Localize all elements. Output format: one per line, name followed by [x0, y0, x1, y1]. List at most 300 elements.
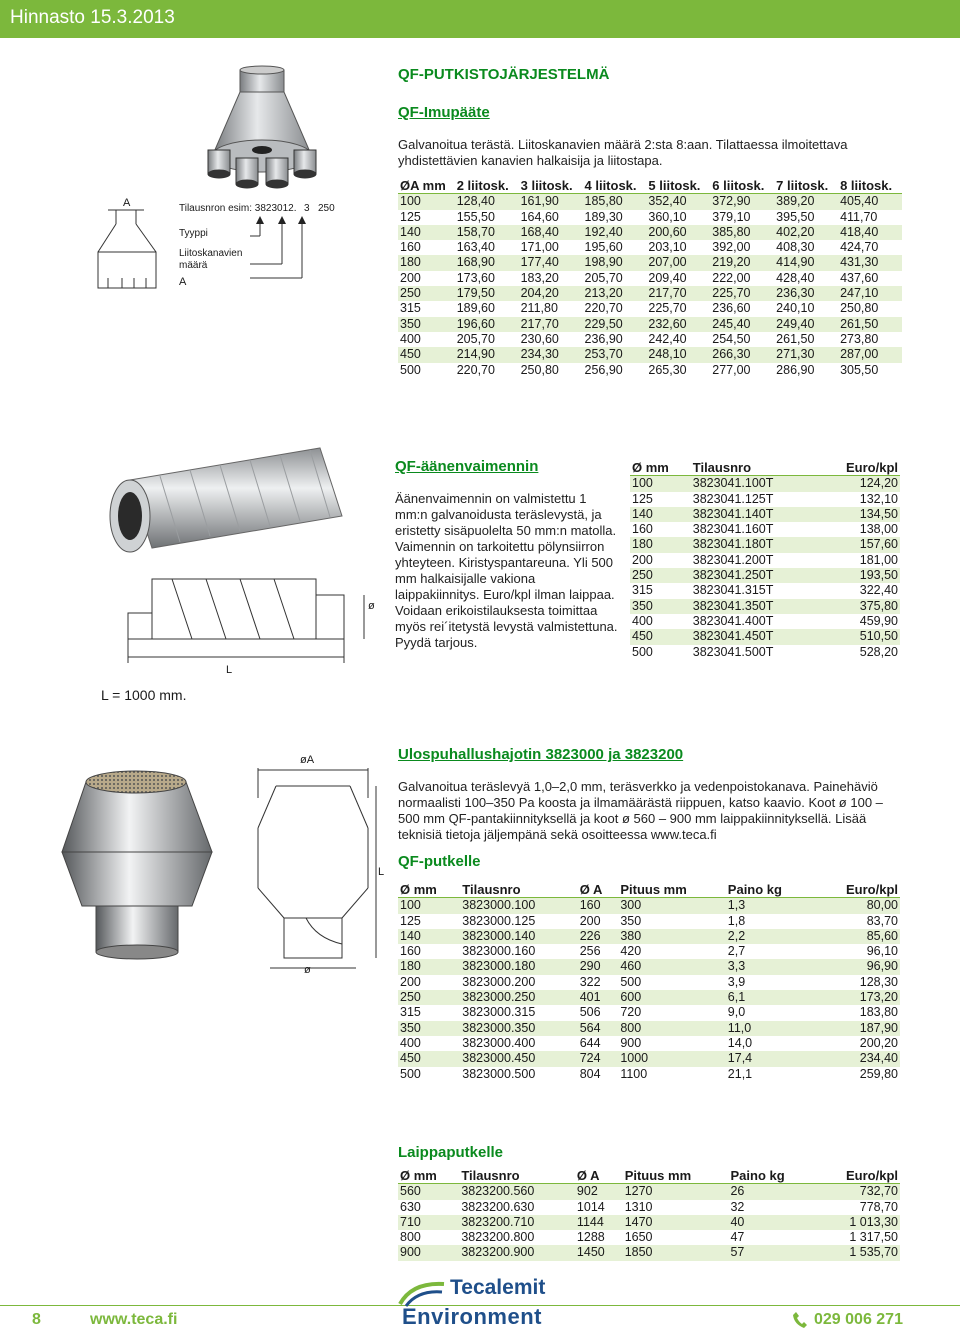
table-cell: 249,40 — [774, 317, 838, 332]
table-cell: 219,20 — [710, 255, 774, 270]
table-cell: 6,1 — [726, 990, 815, 1005]
table-cell: 85,60 — [815, 929, 900, 944]
table-cell: 3823000.140 — [460, 929, 577, 944]
section-heading: QF-PUTKISTOJÄRJESTELMÄ — [398, 66, 610, 83]
table-cell: 290 — [578, 959, 619, 974]
table-cell: 207,00 — [646, 255, 710, 270]
table-cell: 315 — [400, 301, 421, 316]
hajotin-description: Galvanoitua teräslevyä 1,0–2,0 mm, teräsverkko ja vedenpoistokanava. Painehäviö normaalisti 100–350 Pa koosta ja ilmamäärästä riippuen, katso kaavio. Koot ø 100 – 500 mm QF-pantakiinnityksellä ja koot ø 560 – 900 mm laippakiinnityksellä. Lisää teknisiä tietoja jäljempänä sekä osoitteessa www.teca.fi — [398, 779, 883, 842]
header-bar — [0, 0, 960, 38]
table-cell: 250 — [398, 286, 455, 301]
table-cell: 124,20 — [817, 476, 900, 492]
table-cell: 214,90 — [455, 347, 519, 362]
table-cell: 181,00 — [859, 552, 898, 567]
table-cell: 125 — [632, 491, 653, 506]
order-example-digit: 3 — [304, 203, 310, 214]
table-cell: 350 — [620, 913, 642, 928]
table-row — [630, 522, 900, 537]
table-cell: 710 — [398, 1215, 459, 1230]
table-cell: 57 — [728, 1245, 815, 1260]
table-row — [630, 599, 900, 614]
table-cell: 800 — [400, 1230, 421, 1245]
table-cell: 277,00 — [712, 362, 751, 377]
table-cell: 420 — [620, 944, 642, 959]
table-cell: 305,50 — [840, 362, 879, 377]
dim-label-a-bottom: A — [179, 276, 187, 288]
table-cell: 800 — [618, 1021, 725, 1036]
table-cell: 180 — [398, 959, 460, 974]
table-cell: 196,60 — [455, 317, 519, 332]
table-cell: 242,40 — [648, 331, 687, 346]
table-cell: 253,70 — [583, 347, 647, 362]
table-cell: 3823000.125 — [462, 913, 536, 928]
table-cell: 2,7 — [727, 944, 746, 959]
table-cell: 80,00 — [815, 898, 900, 914]
silencer-price-table — [630, 460, 900, 660]
table-row — [398, 1245, 900, 1260]
table-cell: 3823041.125T — [692, 491, 774, 506]
table-cell: 1 013,30 — [816, 1215, 900, 1230]
table-cell: 250 — [630, 568, 691, 583]
table-cell: 401 — [578, 990, 619, 1005]
table-cell: 400 — [632, 613, 653, 628]
table-cell: 3823000.450 — [460, 1051, 577, 1066]
silencer-dim-d: ø — [368, 600, 375, 612]
table-cell: 395,50 — [776, 209, 815, 224]
table-cell: 11,0 — [726, 1021, 815, 1036]
table-row — [398, 929, 900, 944]
table-cell: 3823000.200 — [462, 974, 536, 989]
column-header: Ø A — [575, 1168, 623, 1184]
table-cell: 315 — [400, 1005, 421, 1020]
table-row — [398, 990, 900, 1005]
table-row — [630, 537, 900, 552]
table-header-row — [630, 460, 900, 476]
table-cell: 261,50 — [776, 331, 815, 346]
table-cell: 240,10 — [776, 301, 815, 316]
table-row — [398, 1067, 900, 1082]
table-cell: 564 — [578, 1021, 619, 1036]
table-row — [398, 1200, 900, 1215]
table-cell: 3823041.200T — [692, 552, 774, 567]
hajotin-product-image — [60, 762, 220, 962]
table-cell: 100 — [630, 476, 691, 492]
column-header: 3 liitosk. — [519, 178, 583, 194]
table-cell: 173,60 — [456, 270, 495, 285]
table-cell: 248,10 — [646, 347, 710, 362]
table-cell: 200 — [400, 270, 421, 285]
table-cell: 198,90 — [583, 255, 647, 270]
table-cell: 185,80 — [583, 194, 647, 210]
imupaate-price-table — [398, 178, 902, 378]
table-row — [630, 645, 900, 660]
table-cell: 400 — [400, 331, 421, 346]
header-title: Hinnasto 15.3.2013 — [10, 7, 175, 28]
table-cell: 287,00 — [838, 347, 902, 362]
imupaate-description: Galvanoitua terästä. Liitoskanavien määrä 2:sta 8:aan. Tilattaessa ilmoitettava yhdistettävien kanavien halkaisija ja liitostapa. — [398, 137, 848, 168]
table-cell: 1100 — [620, 1066, 648, 1081]
table-cell: 379,10 — [712, 209, 751, 224]
table-cell: 1270 — [623, 1184, 729, 1200]
table-row — [398, 332, 902, 347]
table-cell: 14,0 — [727, 1035, 753, 1050]
table-cell: 2,2 — [726, 929, 815, 944]
column-header: Tilausnro — [460, 882, 577, 898]
column-header: Tilausnro — [691, 460, 817, 476]
table-cell: 230,60 — [520, 331, 559, 346]
column-header: Paino kg — [728, 1168, 815, 1184]
table-cell: 236,90 — [584, 331, 623, 346]
table-cell: 804 — [579, 1066, 601, 1081]
table-cell: 408,30 — [776, 240, 815, 255]
table-cell: 173,20 — [815, 990, 900, 1005]
table-cell: 389,20 — [774, 194, 838, 210]
table-cell: 183,80 — [859, 1005, 898, 1020]
table-cell: 256,90 — [584, 362, 623, 377]
table-header-row — [398, 882, 900, 898]
table-cell: 350 — [398, 1021, 460, 1036]
table-cell: 506 — [579, 1005, 601, 1020]
table-cell: 3823041.500T — [692, 644, 774, 659]
table-cell: 225,70 — [710, 286, 774, 301]
table-row — [398, 1184, 900, 1200]
product-title-hajotin: Ulospuhallushajotin 3823000 ja 3823200 — [398, 746, 684, 763]
table-cell: 250,80 — [520, 362, 559, 377]
table-cell: 266,30 — [710, 347, 774, 362]
column-header: Euro/kpl — [817, 460, 900, 476]
table-row — [398, 286, 902, 301]
table-cell: 200 — [579, 913, 601, 928]
table-cell: 500 — [632, 644, 653, 659]
table-cell: 900 — [398, 1245, 459, 1260]
table-row — [398, 1215, 900, 1230]
table-cell: 322 — [579, 974, 601, 989]
table-cell: 100 — [398, 898, 460, 914]
table-cell: 392,00 — [712, 240, 751, 255]
table-cell: 40 — [728, 1215, 815, 1230]
table-cell: 3823000.350 — [460, 1021, 577, 1036]
column-header: Euro/kpl — [815, 882, 900, 898]
table-cell: 450 — [630, 629, 691, 644]
table-cell: 459,90 — [859, 613, 898, 628]
table-row — [630, 583, 900, 598]
table-cell: 3823200.630 — [461, 1199, 535, 1214]
column-header: Tilausnro — [459, 1168, 575, 1184]
table-cell: 372,90 — [710, 194, 774, 210]
column-header: 2 liitosk. — [455, 178, 519, 194]
table-cell: 234,40 — [815, 1051, 900, 1066]
table-cell: 203,10 — [648, 240, 687, 255]
table-cell: 3823041.160T — [692, 522, 774, 537]
table-cell: 3,3 — [726, 959, 815, 974]
table-row — [398, 347, 902, 362]
table-cell: 171,00 — [520, 240, 559, 255]
table-cell: 273,80 — [840, 331, 879, 346]
table-cell: 350 — [630, 599, 691, 614]
table-cell: 163,40 — [456, 240, 495, 255]
table-cell: 431,30 — [838, 255, 902, 270]
table-cell: 778,70 — [859, 1199, 898, 1214]
table-cell: 460 — [618, 959, 725, 974]
table-header-row — [398, 1168, 900, 1184]
table-row — [398, 959, 900, 974]
table-row — [398, 1005, 900, 1020]
table-cell: 437,60 — [840, 270, 879, 285]
table-cell: 3823041.180T — [691, 537, 817, 552]
table-cell: 3823000.160 — [462, 944, 536, 959]
table-row — [398, 898, 900, 914]
table-cell: 96,90 — [815, 959, 900, 974]
table-cell: 265,30 — [648, 362, 687, 377]
table-cell: 9,0 — [727, 1005, 746, 1020]
table-cell: 132,10 — [859, 491, 898, 506]
table-cell: 160 — [400, 240, 421, 255]
table-cell: 528,20 — [859, 644, 898, 659]
table-cell: 360,10 — [648, 209, 687, 224]
table-cell: 1470 — [623, 1215, 729, 1230]
table-cell: 138,00 — [859, 522, 898, 537]
footer-url[interactable]: www.teca.fi — [90, 1311, 178, 1328]
logo-text-line1: Tecalemit — [450, 1276, 546, 1299]
table-cell: 254,50 — [712, 331, 751, 346]
company-logo — [396, 1274, 566, 1334]
table-cell: 222,00 — [712, 270, 751, 285]
table-cell: 1,8 — [727, 913, 746, 928]
table-cell: 161,90 — [519, 194, 583, 210]
subheading-laippaputkelle: Laippaputkelle — [398, 1144, 504, 1161]
table-cell: 450 — [398, 347, 455, 362]
table-row — [398, 1230, 900, 1245]
table-cell: 402,20 — [774, 225, 838, 240]
column-header: Ø mm — [630, 460, 691, 476]
silencer-description: Äänenvaimennin on valmistettu 1 mm:n galvanoidusta teräslevystä, ja eristetty sisäpuolelta 50 mm:n matolla. Vaimennin on tarkoitettu pölynsiirron yhteyteen. Kiristyspantareuna. Yli 500 mm halkaisijalle vakiona laippakiinnitys. Euro/kpl ilman laippaa. Voidaan erikoistilauksesta toimittaa myös rei´itetystä levystä valmistettuna. Pyydä tarjous. — [395, 491, 618, 650]
column-header: 7 liitosk. — [774, 178, 838, 194]
table-cell: 385,80 — [710, 225, 774, 240]
table-cell: 500 — [400, 1066, 421, 1081]
hajotin-dim-l: L — [378, 866, 385, 878]
table-cell: 17,4 — [726, 1051, 815, 1066]
table-cell: 724 — [578, 1051, 619, 1066]
table-cell: 400 — [400, 1035, 421, 1050]
table-cell: 3823041.100T — [691, 476, 817, 492]
table-cell: 1650 — [624, 1230, 653, 1245]
silencer-dim-l: L — [226, 664, 233, 676]
logo-text-line2: Environment — [402, 1304, 542, 1329]
table-cell: 236,30 — [774, 286, 838, 301]
column-header: 6 liitosk. — [710, 178, 774, 194]
table-cell: 3823000.250 — [460, 990, 577, 1005]
table-cell: 259,80 — [859, 1066, 898, 1081]
table-row — [398, 1036, 900, 1051]
table-cell: 428,40 — [776, 270, 815, 285]
table-cell: 200,60 — [646, 225, 710, 240]
table-cell: 3823200.800 — [461, 1230, 535, 1245]
table-row — [398, 914, 900, 929]
table-row — [398, 301, 902, 316]
table-cell: 600 — [618, 990, 725, 1005]
table-cell: 177,40 — [519, 255, 583, 270]
column-header: 8 liitosk. — [838, 178, 902, 194]
column-header: Ø mm — [398, 882, 460, 898]
table-cell: 189,30 — [584, 209, 623, 224]
table-cell: 256 — [579, 944, 601, 959]
table-cell: 247,10 — [838, 286, 902, 301]
table-cell: 180 — [630, 537, 691, 552]
table-row — [398, 240, 902, 255]
table-row — [398, 363, 902, 378]
column-header: Pituus mm — [618, 882, 725, 898]
table-cell: 125 — [400, 913, 421, 928]
table-cell: 232,60 — [646, 317, 710, 332]
table-cell: 200,20 — [859, 1035, 898, 1050]
table-cell: 134,50 — [817, 507, 900, 522]
table-cell: 630 — [400, 1199, 421, 1214]
table-row — [398, 255, 902, 270]
column-header: Paino kg — [726, 882, 815, 898]
table-cell: 160 — [578, 898, 619, 914]
table-row — [398, 944, 900, 959]
table-row — [398, 1051, 900, 1066]
table-cell: 179,50 — [455, 286, 519, 301]
column-header: Ø A — [578, 882, 619, 898]
table-row — [630, 492, 900, 507]
liitos-label-line2: määrä — [179, 260, 208, 271]
silencer-product-image — [100, 440, 350, 580]
table-cell: 414,90 — [774, 255, 838, 270]
table-cell: 164,60 — [520, 209, 559, 224]
table-cell: 3823000.500 — [462, 1066, 536, 1081]
table-cell: 234,30 — [519, 347, 583, 362]
table-cell: 213,20 — [583, 286, 647, 301]
table-cell: 271,30 — [774, 347, 838, 362]
table-cell: 217,70 — [519, 317, 583, 332]
column-header: 5 liitosk. — [646, 178, 710, 194]
table-header-row — [398, 178, 902, 194]
table-cell: 3823041.250T — [691, 568, 817, 583]
silencer-length-note: L = 1000 mm. — [101, 687, 187, 703]
table-cell: 193,50 — [817, 568, 900, 583]
table-row — [630, 553, 900, 568]
phone-icon — [792, 1311, 808, 1329]
table-cell: 183,20 — [520, 270, 559, 285]
table-cell: 3,9 — [727, 974, 746, 989]
silencer-dimension-drawing — [126, 563, 376, 683]
table-cell: 226 — [578, 929, 619, 944]
table-row — [398, 271, 902, 286]
table-cell: 245,40 — [710, 317, 774, 332]
table-cell: 140 — [398, 225, 455, 240]
table-cell: 3823200.560 — [459, 1184, 575, 1200]
table-cell: 1850 — [623, 1245, 729, 1260]
table-row — [398, 225, 902, 240]
column-header: Pituus mm — [623, 1168, 729, 1184]
table-cell: 1,3 — [726, 898, 815, 914]
table-cell: 644 — [579, 1035, 601, 1050]
table-cell: 375,80 — [817, 599, 900, 614]
table-cell: 160 — [400, 944, 421, 959]
table-cell: 1450 — [575, 1245, 623, 1260]
table-cell: 380 — [618, 929, 725, 944]
table-cell: 220,70 — [584, 301, 623, 316]
table-cell: 3823041.315T — [692, 583, 774, 598]
table-cell: 200 — [632, 552, 653, 567]
table-cell: 322,40 — [859, 583, 898, 598]
table-cell: 195,60 — [584, 240, 623, 255]
table-cell: 350 — [398, 317, 455, 332]
column-header: 4 liitosk. — [583, 178, 647, 194]
table-cell: 140 — [398, 929, 460, 944]
table-cell: 500 — [620, 974, 642, 989]
table-cell: 211,80 — [520, 301, 558, 316]
table-row — [630, 507, 900, 522]
table-cell: 1144 — [575, 1215, 623, 1230]
table-cell: 418,40 — [838, 225, 902, 240]
footer-phone[interactable]: 029 006 271 — [814, 1311, 903, 1328]
table-cell: 450 — [398, 1051, 460, 1066]
table-cell: 1310 — [624, 1199, 653, 1214]
table-cell: 411,70 — [840, 209, 878, 224]
table-row — [630, 629, 900, 644]
table-cell: 26 — [728, 1184, 815, 1200]
tyyppi-label: Tyyppi — [179, 228, 208, 239]
table-cell: 3823200.710 — [459, 1215, 575, 1230]
table-cell: 732,70 — [816, 1184, 900, 1200]
table-cell: 3823000.100 — [460, 898, 577, 914]
table-cell: 225,70 — [648, 301, 687, 316]
table-cell: 3823000.180 — [460, 959, 577, 974]
table-cell: 157,60 — [817, 537, 900, 552]
table-cell: 220,70 — [456, 362, 495, 377]
order-example-size: 250 — [318, 203, 335, 214]
table-cell: 3823041.140T — [691, 507, 817, 522]
table-row — [398, 194, 902, 210]
table-cell: 128,40 — [455, 194, 519, 210]
table-cell: 250 — [398, 990, 460, 1005]
table-cell: 209,40 — [648, 270, 687, 285]
table-cell: 155,50 — [456, 209, 495, 224]
table-cell: 560 — [398, 1184, 459, 1200]
column-header: Euro/kpl — [816, 1168, 900, 1184]
table-cell: 229,50 — [583, 317, 647, 332]
table-cell: 902 — [575, 1184, 623, 1200]
table-cell: 405,40 — [838, 194, 902, 210]
table-cell: 3823000.400 — [462, 1035, 536, 1050]
table-cell: 3823000.315 — [462, 1005, 536, 1020]
order-example-label: Tilausnron esim: 3823012. — [179, 203, 297, 214]
table-cell: 32 — [730, 1199, 745, 1214]
table-cell: 1 535,70 — [816, 1245, 900, 1260]
table-cell: 424,70 — [840, 240, 879, 255]
table-row — [398, 317, 902, 332]
table-cell: 3823041.400T — [692, 613, 774, 628]
table-cell: 128,30 — [859, 974, 898, 989]
table-cell: 1000 — [618, 1051, 725, 1066]
page-number: 8 — [32, 1311, 41, 1328]
table-cell: 189,60 — [456, 301, 495, 316]
hajotin-dimension-drawing — [236, 768, 386, 978]
table-cell: 160 — [632, 522, 653, 537]
table-cell: 158,70 — [455, 225, 519, 240]
table-cell: 1288 — [576, 1230, 605, 1245]
column-header: ØA mm — [398, 178, 455, 194]
table-cell: 168,90 — [455, 255, 519, 270]
table-row — [398, 210, 902, 225]
table-cell: 200 — [400, 974, 421, 989]
table-cell: 3823200.900 — [459, 1245, 575, 1260]
table-cell: 125 — [400, 209, 421, 224]
table-cell: 140 — [630, 507, 691, 522]
hajotin-dim-o: ø — [304, 964, 311, 976]
